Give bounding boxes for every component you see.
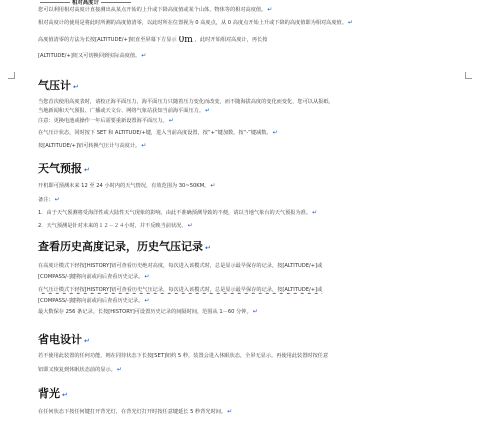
paragraph-line: 您可以利用相对高度计直接测出从某点开始的上升或下降高度值或某个山体，物体等的相对高度值。↵ (38, 6, 273, 13)
paragraph-line: 当您首次使用高度表时，请校正海平面压力，海平面压力只随着压力变化而改变，而不随海拔高度的变化而变化，您可以从报纸、 (38, 99, 334, 105)
paragraph-line: 1．由于天气预测将受海洋性或大陆性天气现象的影响，由此不准确预测导致的不便，请以当地气象台的天气预报为准。↵ (38, 209, 318, 216)
paragraph-line: 备注：↵ (38, 196, 60, 203)
paragraph-line: 最大数保存 256 条记录。长按[HISTORY]可设置历史记录的间隔时间，范围从 1－60 分钟。↵ (38, 308, 258, 315)
paragraph-line: [ALTITUDE/+]钮又可切换回到实际高度值。↵ (38, 52, 147, 59)
paragraph-line: 在任何状态下按任何键打开背光灯，在背光灯打开时按任意键延长 5 秒背光时间。↵ (38, 408, 233, 415)
heading-barometer: 气压计 ↵ (38, 79, 79, 92)
heading-backlight: 背光 ↵ (38, 387, 68, 400)
paragraph-line: 钮即又恢复到休眠状态前的显示。↵ (38, 366, 122, 373)
paragraph-line: 注意：更换电池或操作一年后需要重新设置海平面压力。↵ (38, 117, 174, 124)
paragraph-line: 高度值清零的方法为长按[ALTITUDE/+]钮直至屏幕下方显示 0m ，此时开始相对高度计，再长按 (38, 36, 268, 44)
paragraph-line: 相对高度计的使用是将此时所测的高度值清零，以此时所在位置视为 0 高度点，从 0 高度点开始上升或下降的高度值即为相对高度值。↵ (38, 19, 353, 26)
paragraph-line: 2．天气预测是针对未来的１２－２４小时，并不反映当前状况。↵ (38, 222, 193, 229)
paragraph-line: 按[ALTITUDE/+]钮可转换气压计与高度计。↵ (38, 142, 147, 149)
section-title-altitude: 相对高度计 (38, 0, 133, 6)
paragraph-line: 若不使用此装置的任何功能，则在同待状态下长按[SET]钮约 5 秒，装置会进入休眠状态，全屏无显示。再使用此装置时按任意 (38, 353, 329, 359)
zero-symbol: 0m (178, 36, 193, 44)
paragraph-line: 开机即可预测未来 12 至 24 小时内的天气情况，有效范围为 30~50KM。↵ (38, 182, 216, 189)
paragraph-line: [COMPASS/-]键将向前或向后查看历史记录。↵ (38, 273, 150, 280)
paragraph-line: 在气压计模式下轻按[HISTORY]钮可查看历史气压记录，每次进入该模式时，总是显示最早保存的记录，按[ALTITUDE/+]或 (38, 287, 323, 293)
margin-corner-mark (8, 72, 15, 79)
heading-power-saving: 省电设计 ↵ (38, 333, 90, 346)
paragraph-line: [COMPASS/-]键将向前或向后查看历史记录。↵ (38, 297, 150, 304)
paragraph-line: 在高度计模式下轻按[HISTORY]钮可查看历史绝对高度，每次进入该模式时，总是显示最早保存的记录，按[ALTITUDE/+]或 (38, 263, 323, 269)
margin-corner-mark (465, 72, 472, 79)
heading-forecast: 天气预报 ↵ (38, 162, 90, 175)
paragraph-line: 当地新闻和天气预报、广播或天文台、网络气象站获知当前海平面压力。↵ (38, 107, 211, 114)
heading-history: 查看历史高度记录，历史气压记录 ↵ (38, 240, 211, 253)
paragraph-line: 在气压计状态，同时按下 SET 和 ALTITUDE/+键，进入当前高度设置，按“+”键加数，按“-”键减数。↵ (38, 129, 278, 136)
